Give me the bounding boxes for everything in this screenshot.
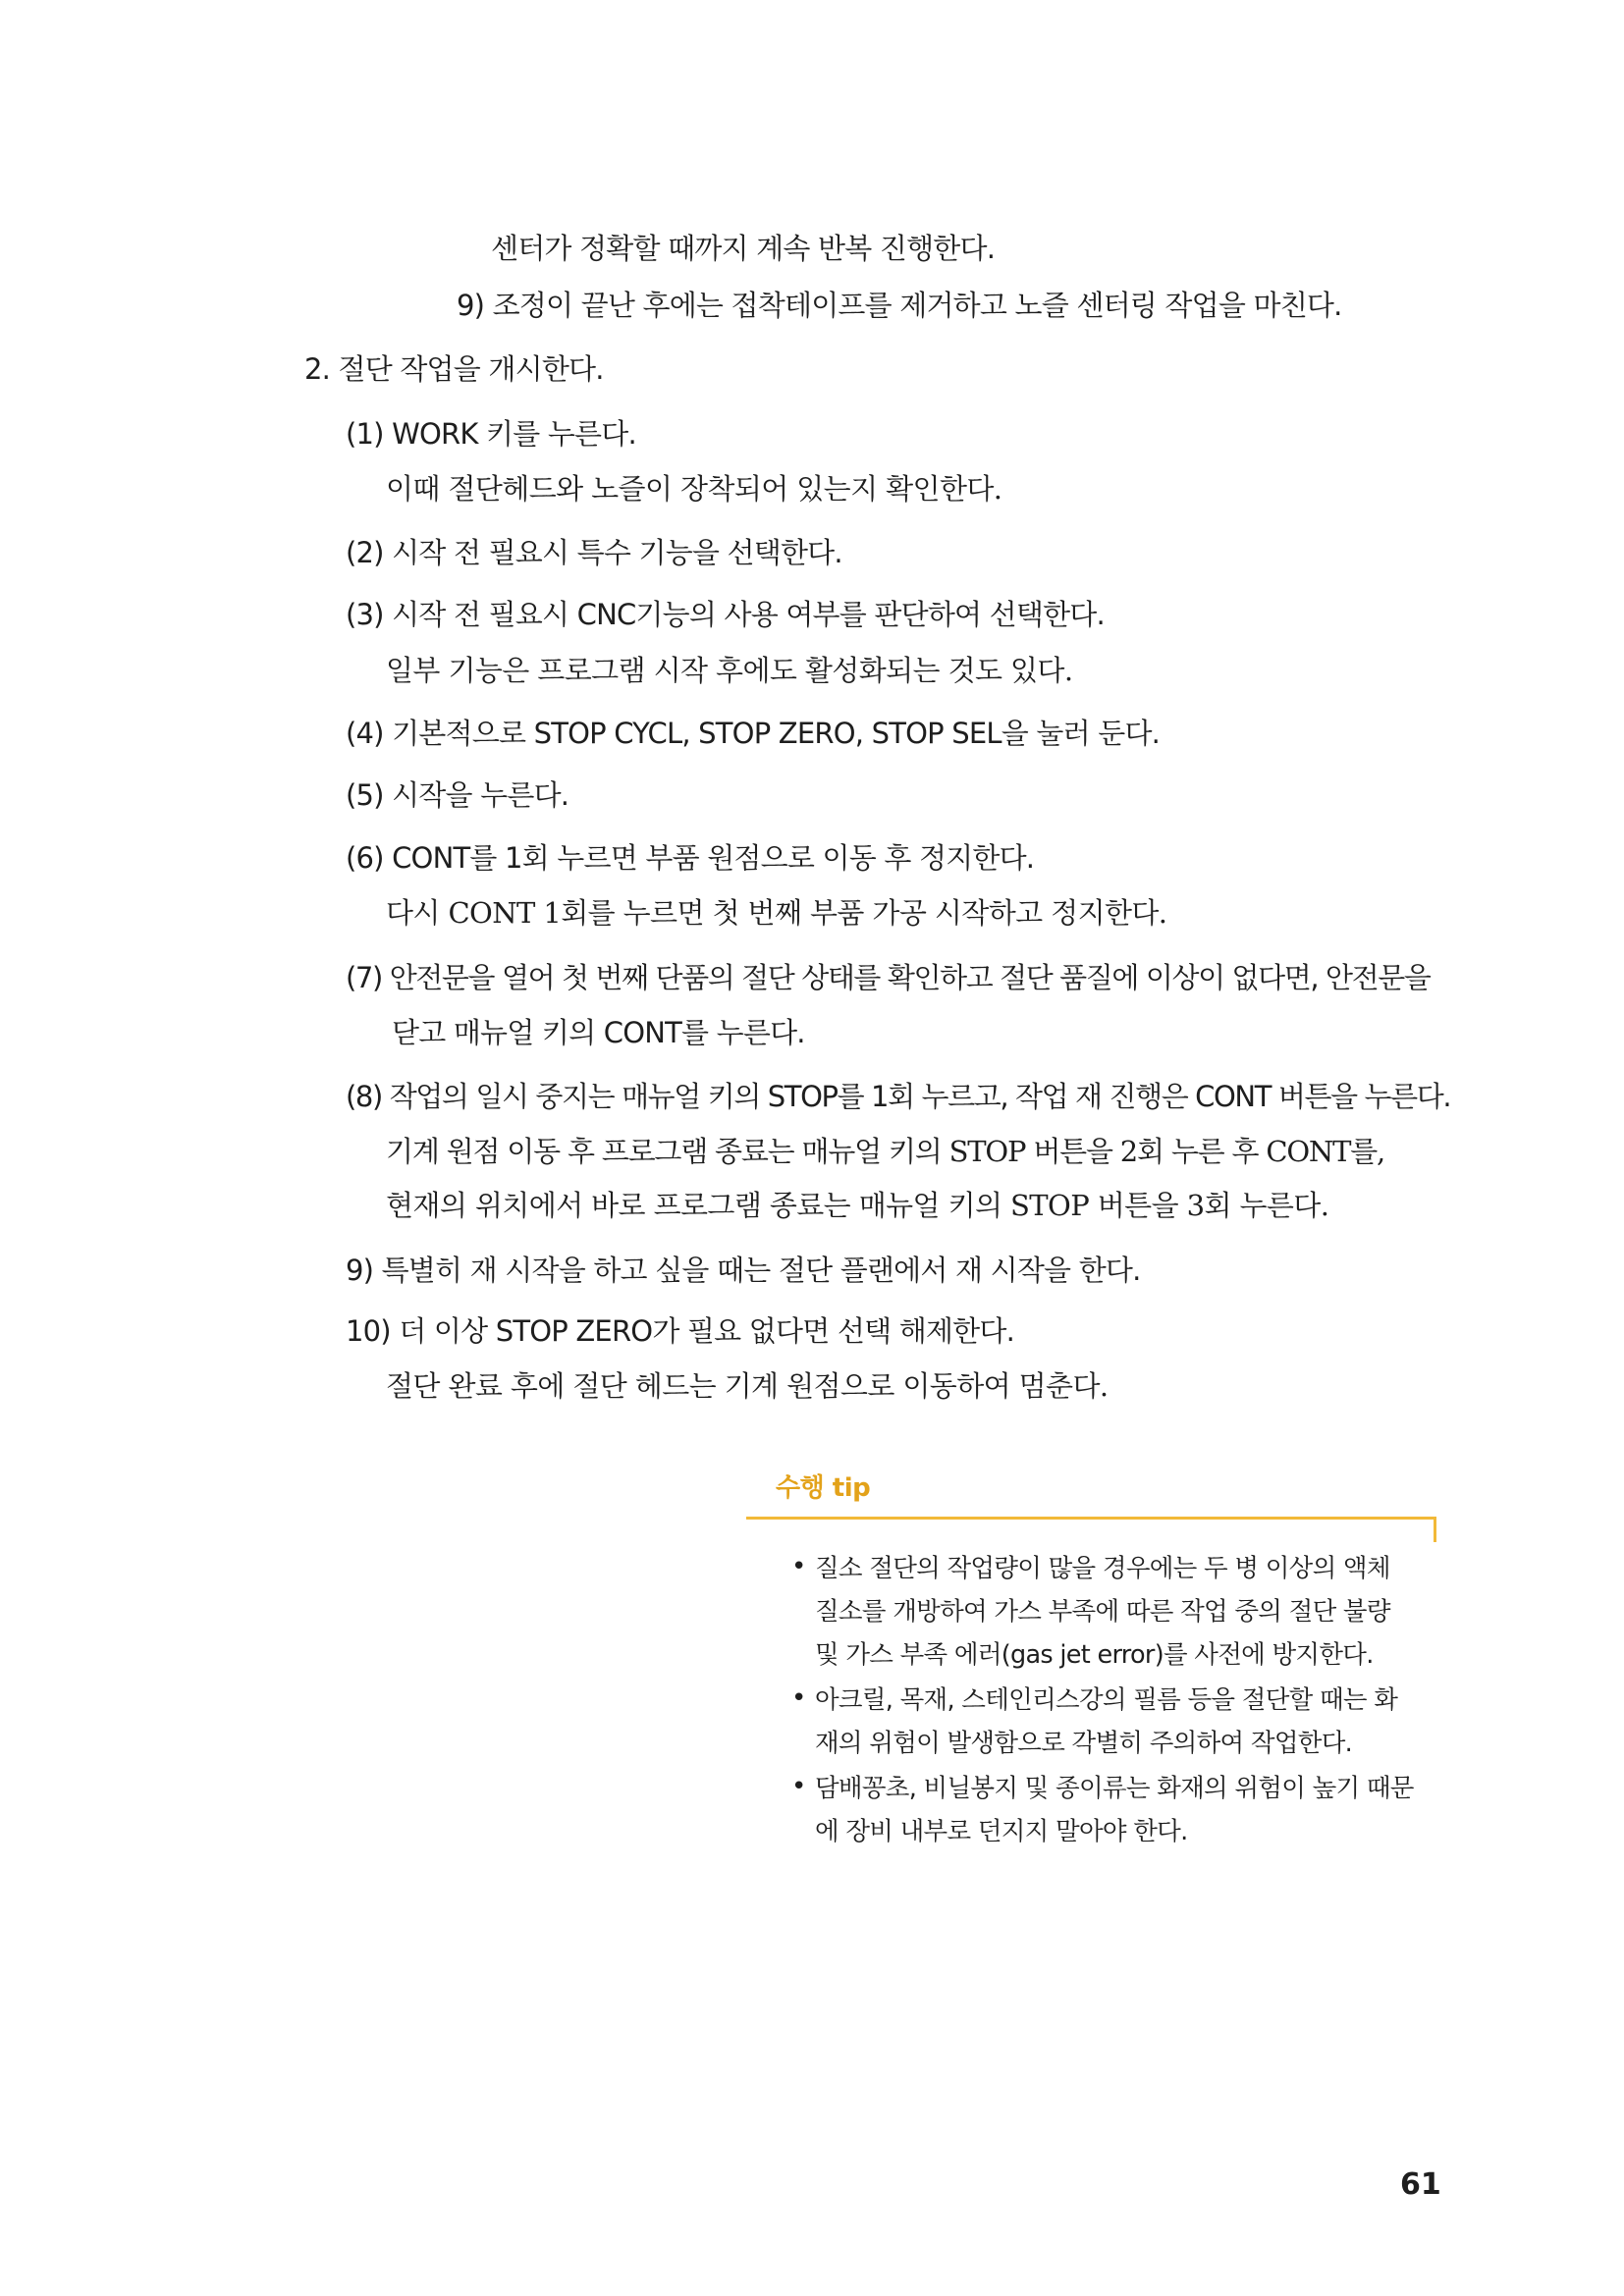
bullet-icon: •	[791, 1772, 807, 1801]
body-line: (8) 작업의 일시 중지는 매뉴얼 키의 STOP를 1회 누르고, 작업 재 진행은 CONT 버튼을 누른다.	[346, 1080, 1451, 1113]
bullet-icon: •	[791, 1552, 807, 1581]
body-line: 10) 더 이상 STOP ZERO가 필요 없다면 선택 해제한다.	[346, 1314, 1014, 1348]
tip-line: 재의 위험이 발생함으로 각별히 주의하여 작업한다.	[815, 1729, 1353, 1758]
section-heading: 2. 절단 작업을 개시한다.	[304, 352, 604, 386]
body-line: (2) 시작 전 필요시 특수 기능을 선택한다.	[346, 536, 842, 569]
body-note: 다시 CONT 1회를 누르면 첫 번째 부품 가공 시작하고 정지한다.	[386, 896, 1167, 930]
tip-line: 질소 절단의 작업량이 많을 경우에는 두 병 이상의 액체	[815, 1554, 1390, 1583]
tip-line: 담배꽁초, 비닐봉지 및 종이류는 화재의 위험이 높기 때문	[815, 1774, 1414, 1803]
tip-divider	[746, 1517, 1436, 1520]
body-line: 9) 특별히 재 시작을 하고 싶을 때는 절단 플랜에서 재 시작을 한다.	[346, 1254, 1141, 1287]
tip-line: 아크릴, 목재, 스테인리스강의 필름 등을 절단할 때는 화	[815, 1685, 1398, 1715]
tip-line: 질소를 개방하여 가스 부족에 따른 작업 중의 절단 불량	[815, 1597, 1390, 1627]
bullet-icon: •	[791, 1683, 807, 1713]
tip-divider-tick	[1434, 1517, 1436, 1542]
tip-line: 에 장비 내부로 던지지 말아야 한다.	[815, 1817, 1188, 1846]
body-note: 기계 원점 이동 후 프로그램 종료는 매뉴얼 키의 STOP 버튼을 2회 누른 후 CONT를,	[386, 1135, 1385, 1168]
body-line: (7) 안전문을 열어 첫 번째 단품의 절단 상태를 확인하고 절단 품질에 이상이 없다면, 안전문을	[346, 961, 1431, 994]
body-line: (3) 시작 전 필요시 CNC기능의 사용 여부를 판단하여 선택한다.	[346, 598, 1105, 631]
body-line: 센터가 정확할 때까지 계속 반복 진행한다.	[491, 232, 996, 265]
body-note: 이때 절단헤드와 노즐이 장착되어 있는지 확인한다.	[386, 472, 1002, 506]
tip-line: 및 가스 부족 에러(gas jet error)를 사전에 방지한다.	[815, 1640, 1374, 1670]
body-line: 닫고 매뉴얼 키의 CONT를 누른다.	[392, 1016, 805, 1049]
body-note: 절단 완료 후에 절단 헤드는 기계 원점으로 이동하여 멈춘다.	[386, 1369, 1109, 1403]
body-line: (4) 기본적으로 STOP CYCL, STOP ZERO, STOP SEL을 눌러 둔다.	[346, 717, 1161, 750]
body-line: (5) 시작을 누른다.	[346, 778, 569, 812]
page-number: 61	[1400, 2167, 1441, 2202]
body-line: 9) 조정이 끝난 후에는 접착테이프를 제거하고 노즐 센터링 작업을 마친다.	[457, 289, 1342, 322]
tip-title: 수행 tip	[776, 1473, 871, 1503]
body-note: 현재의 위치에서 바로 프로그램 종료는 매뉴얼 키의 STOP 버튼을 3회 누른다.	[386, 1189, 1329, 1222]
body-line: (6) CONT를 1회 누르면 부품 원점으로 이동 후 정지한다.	[346, 841, 1035, 875]
body-line: (1) WORK 키를 누른다.	[346, 417, 636, 451]
body-note: 일부 기능은 프로그램 시작 후에도 활성화되는 것도 있다.	[386, 654, 1073, 687]
